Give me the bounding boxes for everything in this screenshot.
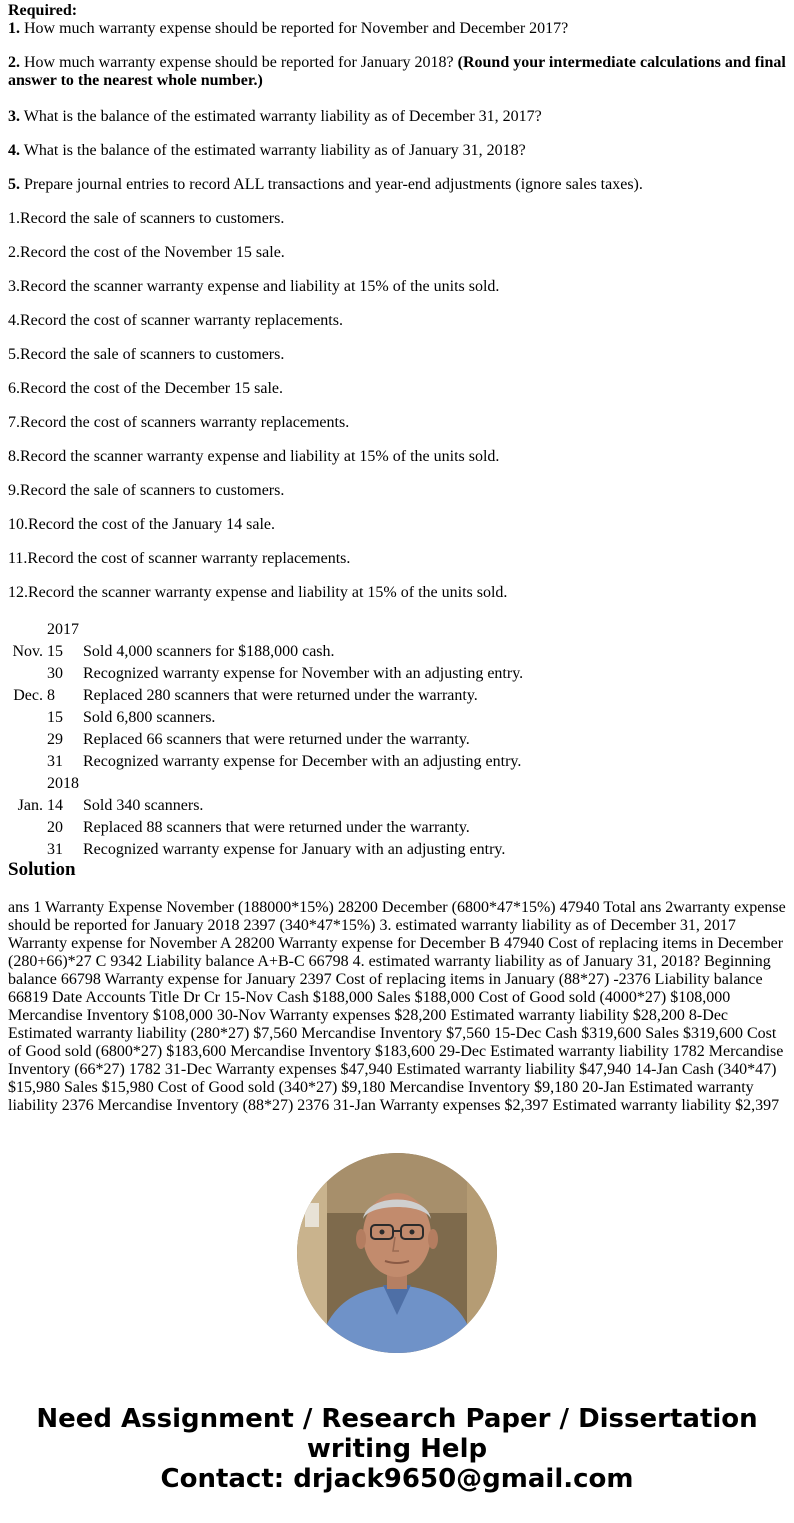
journal-step: 6.Record the cost of the December 15 sale. (8, 380, 284, 397)
month-cell (10, 708, 44, 728)
journal-step: 5.Record the sale of scanners to customers. (8, 346, 285, 363)
question-number: 2. (8, 54, 20, 71)
promo-line: Need Assignment / Research Paper / Dissertation (36, 1404, 758, 1434)
description-cell (82, 620, 524, 640)
month-cell (10, 730, 44, 750)
day-cell: 20 (47, 819, 63, 836)
contact-line: Contact: drjack9650@gmail.com (160, 1464, 634, 1494)
description-cell: Recognized warranty expense for December with an adjusting entry. (83, 753, 522, 770)
table-row (10, 840, 524, 860)
description-cell: Recognized warranty expense for November with an adjusting entry. (83, 665, 524, 682)
journal-step: 4.Record the cost of scanner warranty replacements. (8, 312, 343, 329)
promo-banner (0, 1404, 794, 1494)
journal-steps-list (8, 210, 786, 618)
month-cell: Nov. (12, 643, 43, 660)
day-cell: 15 (47, 709, 63, 726)
question-3 (8, 108, 786, 126)
transactions-table (8, 618, 526, 862)
month-cell (10, 752, 44, 772)
question-text: Prepare journal entries to record ALL transactions and year-end adjustments (ignore sales taxes). (20, 176, 643, 193)
journal-step: 12.Record the scanner warranty expense and liability at 15% of the units sold. (8, 584, 508, 601)
required-heading: Required: (8, 2, 78, 19)
question-text: What is the balance of the estimated warranty liability as of January 31, 2018? (20, 142, 526, 159)
day-cell: 31 (47, 753, 63, 770)
description-cell: Replaced 88 scanners that were returned under the warranty. (83, 819, 470, 836)
table-row (10, 796, 524, 816)
journal-step: 1.Record the sale of scanners to customers. (8, 210, 285, 227)
rounding-note: (Round your intermediate calculations and final answer to the nearest whole number.) (8, 54, 786, 89)
table-row (10, 686, 524, 706)
table-row (10, 818, 524, 838)
description-cell (82, 774, 524, 794)
journal-step: 9.Record the sale of scanners to customers. (8, 482, 285, 499)
question-number: 5. (8, 176, 20, 193)
description-cell: Replaced 280 scanners that were returned under the warranty. (83, 687, 478, 704)
question-4 (8, 142, 786, 160)
journal-step: 10.Record the cost of the January 14 sale. (8, 516, 276, 533)
day-cell: 8 (47, 687, 55, 704)
description-cell: Replaced 66 scanners that were returned under the warranty. (83, 731, 470, 748)
author-avatar (297, 1153, 497, 1353)
day-cell: 29 (47, 731, 63, 748)
day-cell: 15 (47, 643, 63, 660)
day-cell: 31 (47, 841, 63, 858)
month-cell (10, 664, 44, 684)
day-cell: 2018 (47, 775, 79, 792)
question-number: 3. (8, 108, 20, 125)
month-cell: Dec. (13, 687, 43, 704)
day-cell: 14 (47, 797, 63, 814)
question-text: What is the balance of the estimated warranty liability as of December 31, 2017? (20, 108, 542, 125)
solution-heading: Solution (8, 859, 76, 880)
table-row (10, 730, 524, 750)
table-row (10, 620, 524, 640)
journal-step: 8.Record the scanner warranty expense and liability at 15% of the units sold. (8, 448, 500, 465)
author-photo (297, 1153, 497, 1353)
question-5 (8, 176, 786, 194)
month-cell (10, 774, 44, 794)
question-text: How much warranty expense should be reported for November and December 2017? (20, 20, 569, 37)
month-cell: Jan. (17, 797, 43, 814)
table-row (10, 664, 524, 684)
question-number: 1. (8, 20, 20, 37)
question-2 (8, 54, 786, 90)
journal-step: 11.Record the cost of scanner warranty replacements. (8, 550, 351, 567)
month-cell (10, 818, 44, 838)
question-number: 4. (8, 142, 20, 159)
description-cell: Sold 4,000 scanners for $188,000 cash. (83, 643, 335, 660)
table-row (10, 642, 524, 662)
question-1 (8, 20, 786, 38)
table-row (10, 752, 524, 772)
month-cell (10, 620, 44, 640)
description-cell: Recognized warranty expense for January with an adjusting entry. (83, 841, 506, 858)
journal-step: 3.Record the scanner warranty expense and liability at 15% of the units sold. (8, 278, 500, 295)
journal-step: 2.Record the cost of the November 15 sale. (8, 244, 285, 261)
solution-body: ans 1 Warranty Expense November (188000*15%) 28200 December (6800*47*15%) 47940 Total ans 2warranty expense should be reported for January 2018 2397 (340*47*15%) 3. estimated warranty liability as of December 31, 2017 Warranty expense for November A 28200 Warranty expense for December B 47940 Cost of replacing items in December (280+66)*27 C 9342 Liability balance A+B-C 66798 4. estimated warranty liability as of January 31, 2018? Beginning balance 66798 Warranty expense for January 2397 Cost of replacing items in January (88*27) -2376 Liability balance 66819 Date Accounts Title Dr Cr 15-Nov Cash $188,000 Sales $188,000 Cost of Good sold (4000*27) $108,000 Mercandise Inventory $108,000 30-Nov Warranty expenses $28,200 Estimated warranty liability $28,200 8-Dec Estimated warranty liability (280*27) $7,560 Mercandise Inventory $7,560 15-Dec Cash $319,600 Sales $319,600 Cost of Good sold (6800*27) $183,600 Mercandise Inventory $183,600 29-Dec Estimated warranty liability 1782 Mercandise Inventory (66*27) 1782 31-Dec Warranty expenses $47,940 Estimated warranty liability $47,940 14-Jan Cash (340*47) $15,980 Sales $15,980 Cost of Good sold (340*27) $9,180 Mercandise Inventory $9,180 20-Jan Estimated warranty liability 2376 Mercandise Inventory (88*27) 2376 31-Jan Warranty expenses $2,397 Estimated warranty liability $2,397 (8, 899, 786, 1114)
description-cell: Sold 340 scanners. (83, 797, 204, 814)
table-row (10, 774, 524, 794)
day-cell: 30 (47, 665, 63, 682)
month-cell (10, 840, 44, 860)
table-row (10, 708, 524, 728)
description-cell: Sold 6,800 scanners. (83, 709, 216, 726)
question-text: How much warranty expense should be reported for January 2018? (20, 54, 458, 71)
day-cell: 2017 (47, 621, 79, 638)
journal-step: 7.Record the cost of scanners warranty replacements. (8, 414, 350, 431)
promo-line: writing Help (306, 1434, 488, 1464)
